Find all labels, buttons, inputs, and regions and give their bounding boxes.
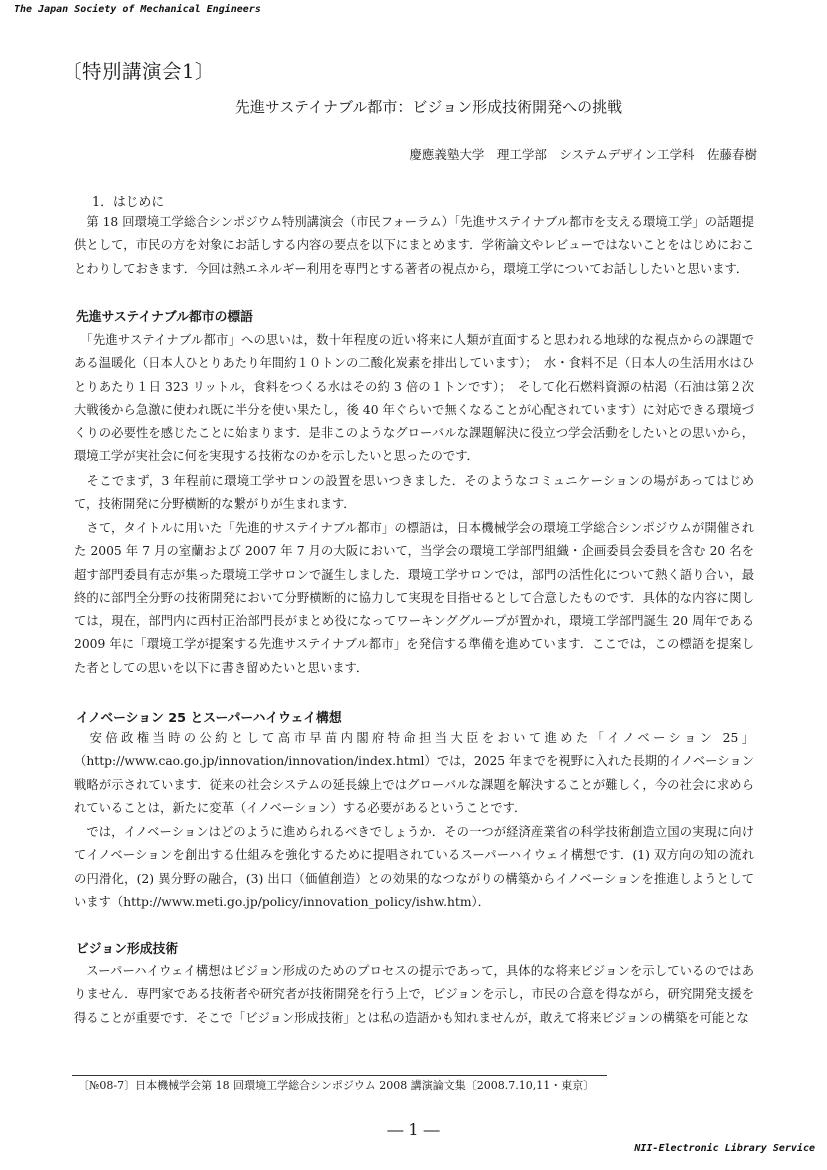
paragraph-slogan-1: 「先進サステイナブル都市」への思いは，数十年程度の近い将来に人類が直面すると思われる地球的な視点からの課題である温暖化（日本人ひとりあたり年間約１０トンの二酸化炭素を排出しています）； 水・食料不足（日本人の生活用水はひとりあたり１日 323 リットル，食料をつくる水はその約 3 倍の１トンです）； そして化石燃料資源の枯渇（石油は第２次大戦後から急激に使われ既に半分を使い果たし，後 40 年ぐらいで無くなることが心配されています）に対応できる環境づくりの必要性を感じたことに始まります．是非このようなグローバルな課題解決に役立つ学会活動をしたいとの思いから，環境工学が実社会に何を実現する技術なのかを示したいと思ったのです． — [74, 333, 754, 464]
author-affiliation: 慶應義塾大学 理工学部 システムデザイン工学科 佐藤春樹 — [409, 147, 757, 162]
section-heading-intro: 1．はじめに — [92, 195, 165, 210]
section-heading-slogan: 先進サステイナブル都市の標語 — [76, 310, 253, 325]
paper-title: 先進サステイナブル都市：ビジョン形成技術開発への挑戦 — [234, 98, 623, 116]
paragraph-slogan-2: そこでまず，3 年程前に環境工学サロンの設置を思いつきました．そのようなコミュニケーションの場があってはじめて，技術開発に分野横断的な繋がりが生まれます． — [74, 474, 754, 512]
section-heading-vision: ビジョン形成技術 — [76, 942, 179, 957]
footer-rule — [72, 1075, 607, 1076]
paragraph-vision-1: スーパーハイウェイ構想はビジョン形成のためのプロセスの提示であって，具体的な将来ビジョンを示しているのではありません．専門家である技術者や研究者が技術開発を行う上で，ビジョンを示し，市民の合意を得ながら，研究開発支援を得ることが重要です．そこで「ビジョン形成技術」とは私の造語かも知れませんが，敢えて将来ビジョンの構築を可能とな — [74, 964, 754, 1025]
proceedings-footer: 〔№08-7〕日本機械学会第 18 回環境工学総合シンポジウム 2008 講演論文集〔2008.7.10,11・東京〕 — [78, 1079, 595, 1092]
library-footer: NII-Electronic Library Service — [634, 1143, 815, 1154]
lecture-tag: 〔特別講演会1〕 — [62, 60, 215, 83]
paragraph-innovation-1: 安倍政権当時の公約として高市早苗内閣府特命担当大臣をおいて進めた「イノベーション 25」（http://www.cao.go.jp/innovation/innovation/index.html）では，2025 年までを視野に入れた長期的イノベーション戦略が示されています．従来の社会システムの延長線上ではグローバルな課題を解決することが難しく，今の社会に求められていることは，新たに変革（イノベーション）する必要があるということです． — [74, 731, 754, 815]
paragraph-innovation-2: では，イノベーションはどのように進められるべきでしょうか．その一つが経済産業省の科学技術創造立国の実現に向けてイノベーションを創出する仕組みを強化するために提唱されているスーパーハイウェイ構想です．(1) 双方向の知の流れの円滑化，(2) 異分野の融合，(3) 出口（価値創造）との効果的なつながりの構築からイノベーションを推進しようとしています（http://www.meti.go.jp/policy/innovation_policy/ishw.htm）． — [74, 825, 754, 909]
page-number: ― 1 ― — [387, 1120, 440, 1139]
society-header: The Japan Society of Mechanical Engineers — [14, 4, 261, 15]
paragraph-slogan-3: さて，タイトルに用いた「先進的サステイナブル都市」の標語は，日本機械学会の環境工学総合シンポジウムが開催された 2005 年 7 月の室蘭および 2007 年 7 月の大阪において，当学会の環境工学部門組織・企画委員会委員を含む 20 名を超す部門委員有志が集った環境工学サロンで誕生しました．環境工学サロンでは，部門の活性化について熱く語り合い，最終的に部門全分野の技術開発において分野横断的に協力して実現を目指せるとして合意したものです．具体的な内容に関しては，現在，部門内に西村正治部門長がまとめ役になってワーキンググループが置かれ，環境工学部門誕生 20 周年である 2009 年に「環境工学が提案する先進サステイナブル都市」を発信する準備を進めています．ここでは，この標語を提案した者としての思いを以下に書き留めたいと思います． — [74, 521, 754, 675]
section-heading-innovation: イノベーション 25 とスーパーハイウェイ構想 — [76, 711, 342, 726]
paragraph-intro: 第 18 回環境工学総合シンポジウム特別講演会（市民フォーラム）「先進サステイナブル都市を支える環境工学」の話題提供として，市民の方を対象にお話しする内容の要点を以下にまとめます．学術論文やレビューではないことをはじめにおことわりしておきます．今回は熱エネルギー利用を専門とする著者の視点から，環境工学についてお話ししたいと思います． — [74, 215, 754, 276]
